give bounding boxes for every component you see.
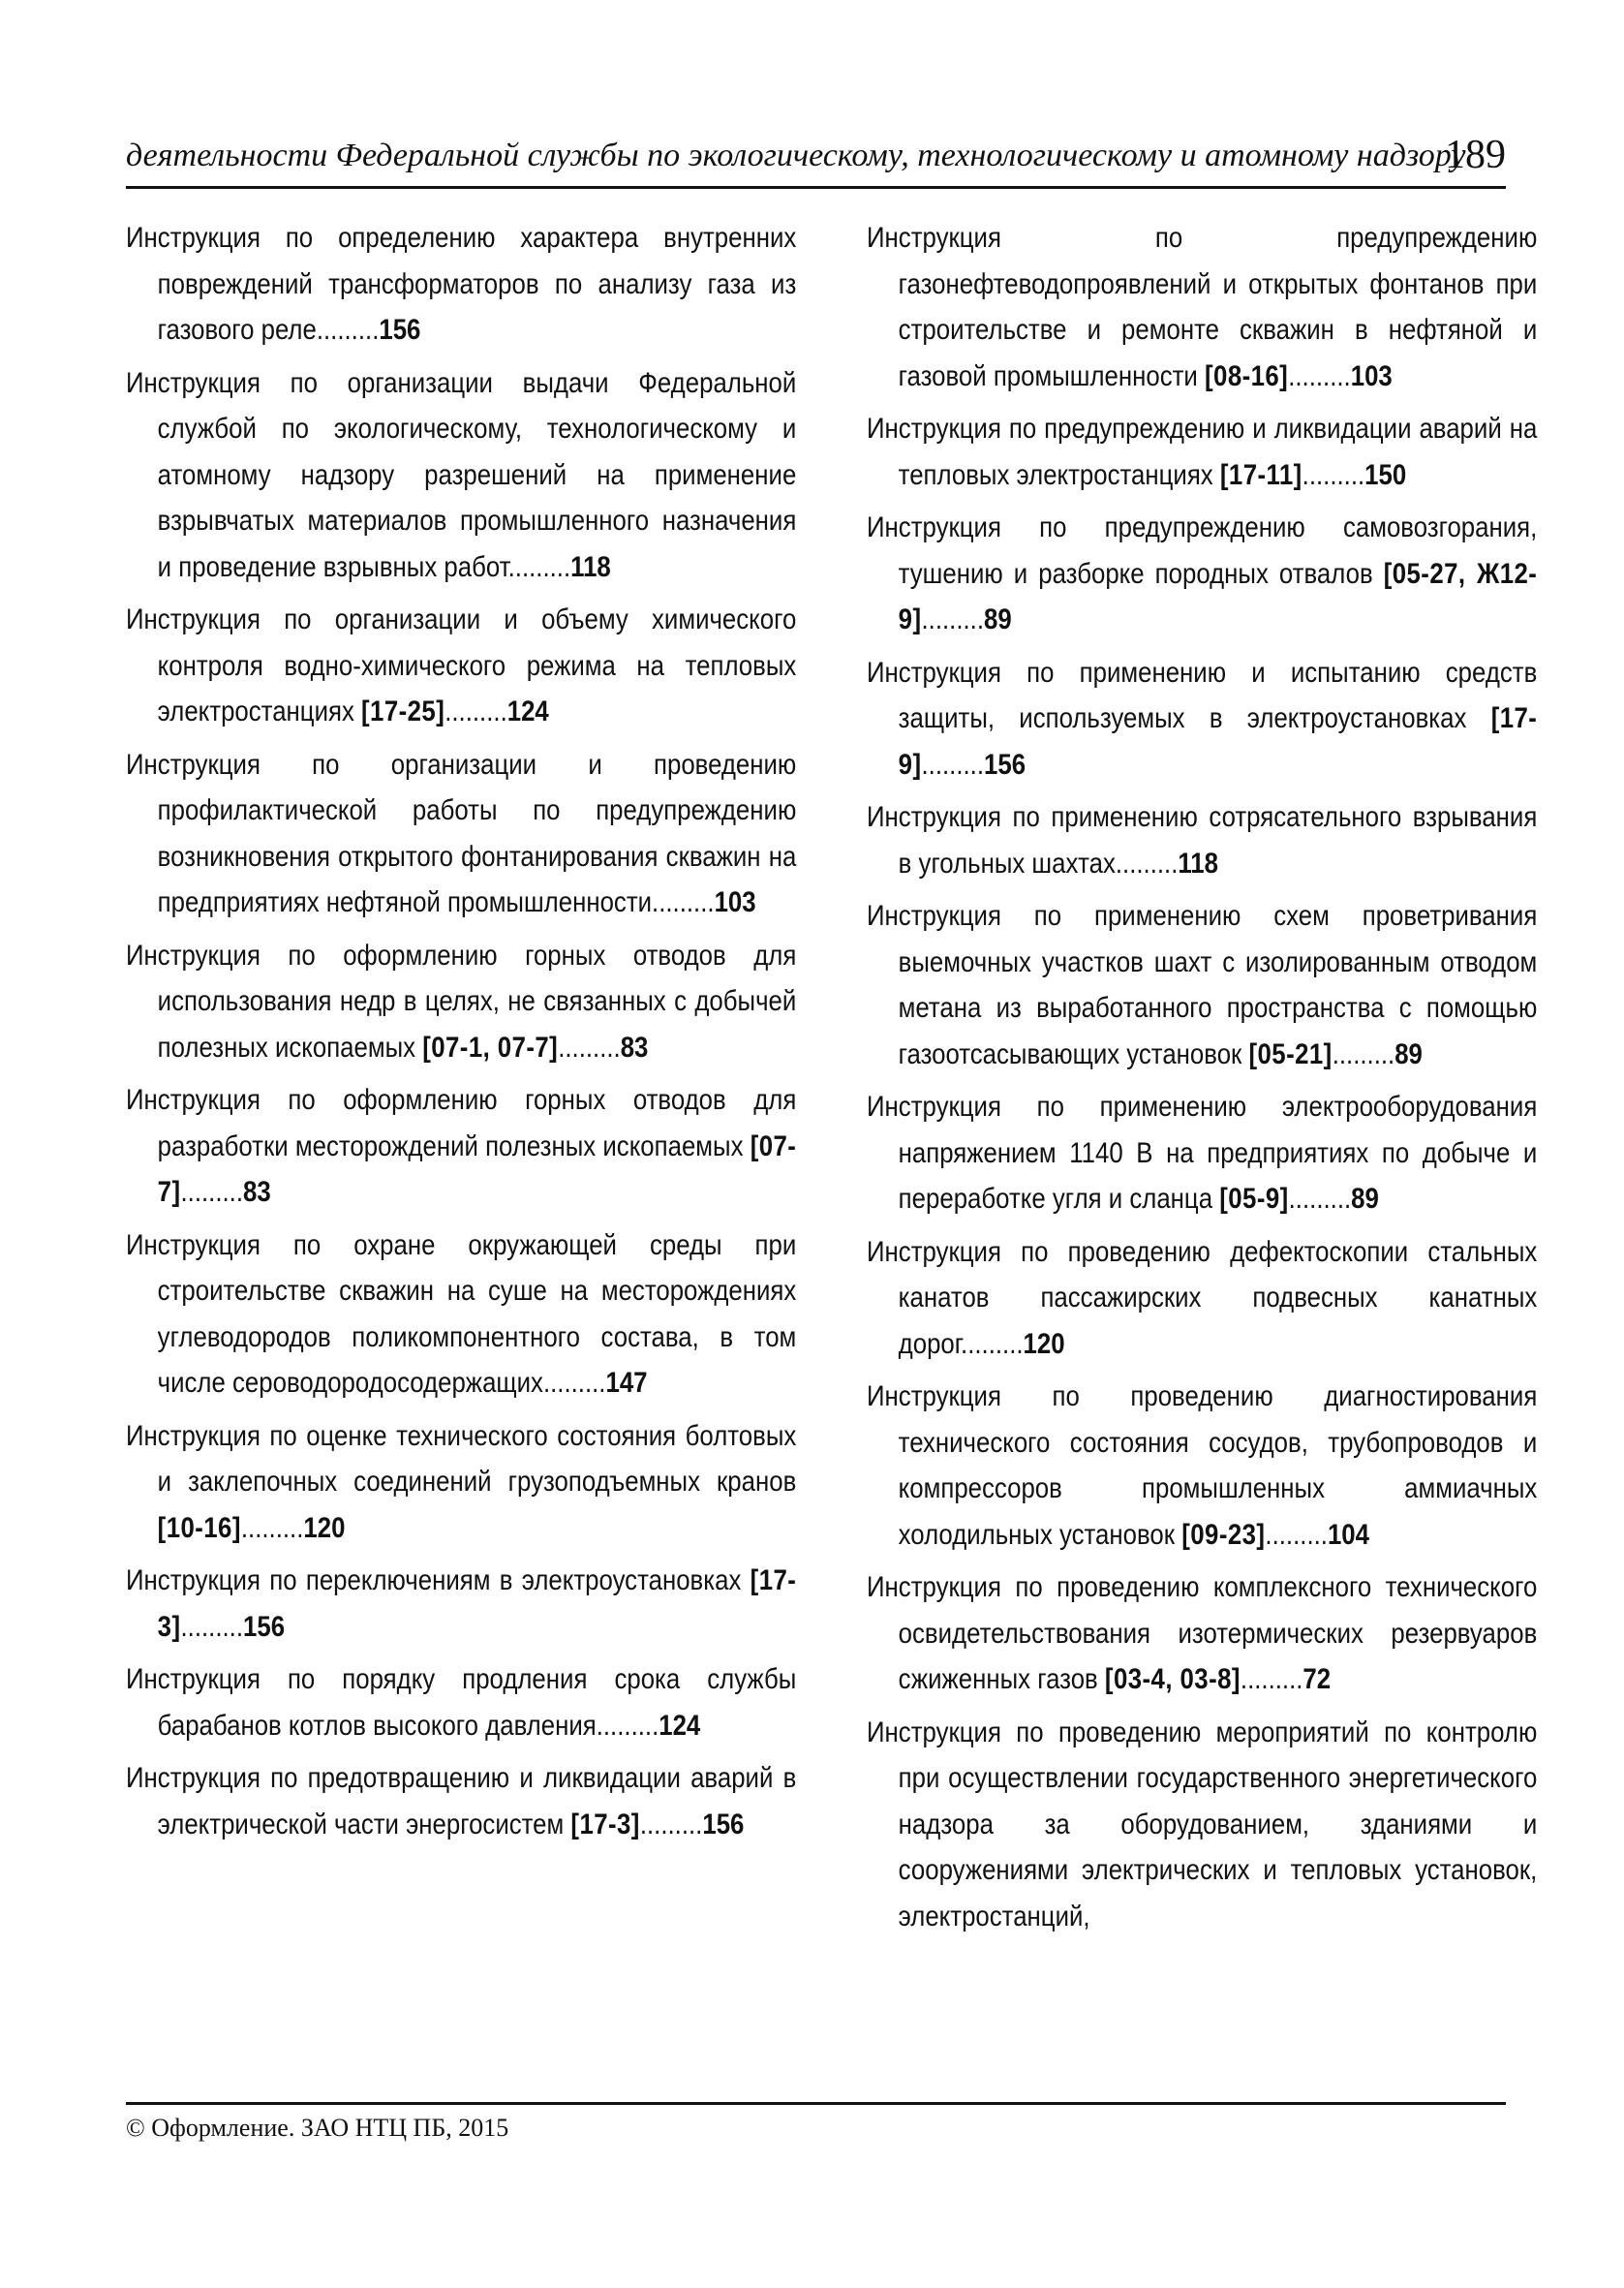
index-entry <box>126 215 796 354</box>
index-entry <box>867 215 1537 399</box>
page-header <box>126 126 1506 189</box>
index-entry <box>126 360 796 591</box>
dot-leader: ......... <box>444 696 507 727</box>
entry-title: Инструкция по предотвращению и ликвидации аварий в электрической части энергосистем <box>126 1762 797 1840</box>
index-entry <box>867 1710 1537 1940</box>
index-entry <box>867 794 1537 886</box>
entry-reference: [05-9] <box>1219 1183 1289 1215</box>
dot-leader: ......... <box>1240 1663 1303 1695</box>
dot-leader: ......... <box>240 1511 304 1544</box>
entry-title: Инструкция по организации и объему химического контроля водно-химического режима на тепловых электростанциях <box>126 603 797 727</box>
entry-reference: [03-4, 03-8] <box>1104 1663 1241 1695</box>
entry-page-number: 72 <box>1302 1663 1332 1695</box>
index-entry <box>867 1374 1537 1558</box>
entry-title: Инструкция по организации и проведению профилактической работы по предупреждению возникновения открытого фонтанирования скважин на предприятиях нефтяной промышленности <box>126 748 797 918</box>
entry-page-number: 156 <box>379 314 421 346</box>
entry-title: Инструкция по применению схем проветривания выемочных участков шахт с изолированным отводом метана из выработанного пространства с помощью газоотсасывающих установок <box>867 900 1538 1070</box>
entry-reference: [05-21] <box>1248 1037 1333 1070</box>
entry-page-number: 118 <box>570 550 611 583</box>
dot-leader: ......... <box>1302 458 1365 491</box>
dot-leader: ......... <box>558 1031 621 1064</box>
entry-title: Инструкция по применению электрооборудования напряжением 1140 В на предприятиях по добыче и переработке угля и сланца <box>867 1091 1538 1215</box>
entry-title: Инструкция по порядку продления срока службы барабанов котлов высокого давления <box>126 1663 797 1742</box>
entry-reference: [17-3] <box>157 1564 797 1643</box>
entry-title: Инструкция по проведению дефектоскопии стальных канатов пассажирских подвесных канатных дорог <box>867 1235 1538 1360</box>
entry-title: Инструкция по определению характера внутренних повреждений трансформаторов по анализу газа из газового реле <box>126 222 797 346</box>
entry-reference: [17-3] <box>570 1808 640 1840</box>
entry-title: Инструкция по предупреждению и ликвидации аварий на тепловых электростанциях <box>867 413 1538 491</box>
dot-leader: ......... <box>180 1610 244 1643</box>
index-entry <box>867 650 1537 788</box>
entry-title: Инструкция по оформлению горных отводов для использования недр в целях, не связанных с добычей полезных ископаемых <box>126 939 797 1064</box>
entry-page-number: 147 <box>605 1367 648 1399</box>
entry-title: Инструкция по охране окружающей среды при строительстве скважин на суше на месторождениях углеводородов поликомпонентного состава, в том числе сероводородосодержащих <box>126 1228 797 1399</box>
index-entry <box>126 742 796 926</box>
entry-title: Инструкция по применению и испытанию средств защиты, используемых в электроустановках <box>867 656 1538 734</box>
dot-leader: ......... <box>1115 847 1179 880</box>
dot-leader: ......... <box>1288 1183 1352 1215</box>
index-column-right <box>867 215 1538 1946</box>
index-entry <box>867 1229 1537 1368</box>
entry-reference: [05-27, Ж12-9] <box>898 557 1538 635</box>
entry-title: Инструкция по оценке технического состояния болтовых и заклепочных соединений грузоподъемных кранов <box>126 1419 797 1498</box>
entry-page-number: 124 <box>506 696 549 727</box>
entry-reference: [07-7] <box>157 1129 797 1208</box>
entry-page-number: 103 <box>714 886 756 918</box>
index-entry <box>867 406 1537 498</box>
entry-title: Инструкция по применению сотрясательного взрывания в угольных шахтах <box>867 801 1538 880</box>
page-number: 189 <box>1445 133 1506 177</box>
entry-title: Инструкция по переключениям в электроустановках <box>126 1564 742 1596</box>
entry-reference: [17-25] <box>361 696 445 727</box>
entry-title: Инструкция по оформлению горных отводов для разработки месторождений полезных ископаемых <box>126 1084 797 1162</box>
index-entry <box>126 1656 796 1748</box>
dot-leader: ......... <box>316 314 380 346</box>
entry-page-number: 150 <box>1364 458 1407 491</box>
entry-reference: [17-11] <box>1219 458 1302 491</box>
index-entry <box>126 597 796 735</box>
entry-page-number: 120 <box>303 1511 346 1544</box>
entry-page-number: 103 <box>1350 359 1393 392</box>
entry-page-number: 156 <box>243 1610 286 1643</box>
footer-copyright: © Оформление. ЗАО НТЦ ПБ, 2015 <box>126 2114 509 2142</box>
entry-page-number: 156 <box>702 1808 745 1840</box>
entry-title: Инструкция по предупреждению газонефтеводопроявлений и открытых фонтанов при строительстве и ремонте скважин в нефтяной и газовой промышленности <box>867 222 1538 392</box>
entry-title: Инструкция по проведению мероприятий по контролю при осуществлении государственного энергетического надзора за оборудованием, зданиями и сооружениями электрических и тепловых установок, электростанций, <box>867 1716 1538 1932</box>
index-entry <box>126 1222 796 1407</box>
entry-reference: [09-23] <box>1181 1518 1266 1551</box>
entry-page-number: 89 <box>1351 1183 1379 1215</box>
index-entry <box>867 893 1537 1077</box>
entry-page-number: 83 <box>243 1176 271 1208</box>
entry-page-number: 89 <box>1394 1037 1423 1070</box>
running-title: деятельности Федеральной службы по экологическому, технологическому и атомному надзору <box>126 138 1466 173</box>
index-column-left <box>126 215 797 1854</box>
index-entry <box>126 1558 796 1650</box>
entry-reference: [10-16] <box>157 1511 241 1544</box>
dot-leader: ......... <box>961 1327 1024 1360</box>
dot-leader: ......... <box>1288 359 1351 392</box>
entry-page-number: 83 <box>620 1031 649 1064</box>
index-entry <box>126 1755 796 1847</box>
entry-title: Инструкция по проведению комплексного технического освидетельствования изотермических резервуаров сжиженных газов <box>867 1571 1538 1695</box>
dot-leader: ......... <box>180 1176 244 1208</box>
index-entry <box>126 933 796 1071</box>
dot-leader: ......... <box>542 1367 606 1399</box>
entry-title: Инструкция по предупреждению самовозгорания, тушению и разборке породных отвалов <box>867 511 1538 590</box>
entry-page-number: 118 <box>1178 847 1219 880</box>
entry-page-number: 89 <box>984 603 1012 635</box>
index-entry <box>126 1077 796 1216</box>
dot-leader: ......... <box>921 748 985 781</box>
index-entry <box>867 505 1537 643</box>
dot-leader: ......... <box>507 550 571 583</box>
entry-title: Инструкция по проведению диагностирования технического состояния сосудов, трубопроводов и компрессоров промышленных аммиачных холодильных установок <box>867 1380 1538 1551</box>
dot-leader: ......... <box>596 1709 659 1742</box>
entry-page-number: 124 <box>659 1709 701 1742</box>
dot-leader: ......... <box>639 1808 703 1840</box>
entry-page-number: 120 <box>1023 1327 1065 1360</box>
entry-reference: [17-9] <box>898 702 1538 781</box>
dot-leader: ......... <box>1332 1037 1395 1070</box>
entry-title: Инструкция по организации выдачи Федеральной службой по экологическому, технологическому и атомному надзору разрешений на применение взрывчатых материалов промышленного назначения и проведение взрывных работ <box>126 366 797 583</box>
dot-leader: ......... <box>652 886 715 918</box>
entry-reference: [08-16] <box>1205 359 1289 392</box>
footer-divider <box>126 2102 1506 2105</box>
dot-leader: ......... <box>1265 1518 1328 1551</box>
dot-leader: ......... <box>921 603 985 635</box>
entry-page-number: 156 <box>984 748 1026 781</box>
entry-page-number: 104 <box>1327 1518 1369 1551</box>
index-entry <box>867 1084 1537 1222</box>
index-entry <box>867 1564 1537 1703</box>
index-entry <box>126 1413 796 1552</box>
entry-reference: [07-1, 07-7] <box>422 1031 559 1064</box>
